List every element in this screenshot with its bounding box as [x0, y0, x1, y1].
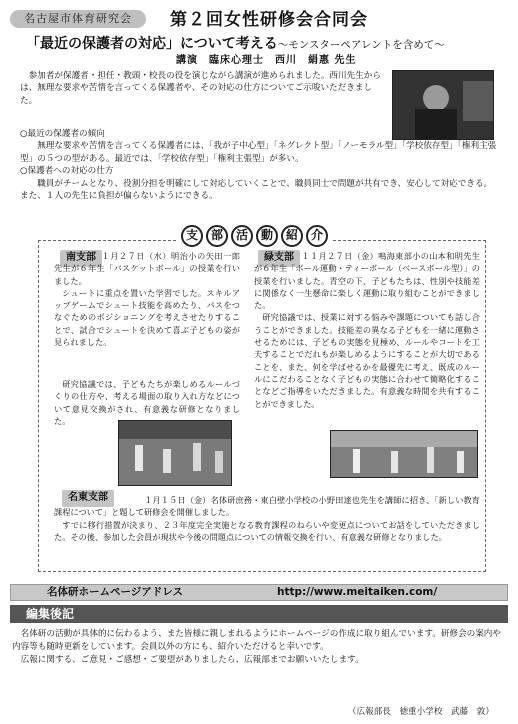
intro-paragraph — [20, 70, 388, 107]
branch-activity-title — [178, 225, 331, 247]
postscript-contact: 広報に関する、ご意見・ご感想・ご要望がありましたら、広報部までお願いいたします。 — [20, 654, 364, 665]
homepage-url[interactable]: http://www.meitaiken.com/ — [277, 585, 438, 598]
green-lead: １１月２７日（金）鳴海東部小の山本和明先生が６年生「ボール運動・ティーボール（ベースボール型）」の授業を行いました。青空の下、子どもたちは、性別や技能差に関係なく一生懸命に楽しく運動に取り組むことができました。 — [254, 251, 480, 311]
title-char: 紹 — [281, 225, 303, 247]
meito-branch-text — [54, 494, 480, 543]
postscript-paragraph: 名体研の活動が具体的に伝わるよう、また皆様に親しまれるようにホームページの作成に取り組んでいます。研修会の案内や内容等も随時更新をしています。会員以外の方にも、紹介いただけると幸いです。 — [12, 629, 501, 652]
intro-text: 参加者が保護者・担任・教頭・校長の役を演じながら講演が進められました。西川先生からは、無理な要求や苦情を言ってくる保護者や、その対応の仕方についてご示唆いただきました。 — [20, 71, 381, 106]
title-char: 活 — [231, 225, 253, 247]
homepage-address-bar — [10, 584, 508, 601]
headline-main: 「最近の保護者の対応」について考える — [26, 36, 278, 52]
south-class-photo — [118, 420, 232, 486]
title-char: 部 — [206, 225, 228, 247]
south-lead: １月２７日（水）明治小の矢田一郎先生が６年生「バスケットボール」の授業を行いました。 — [54, 251, 240, 286]
meeting-title: 第２回女性研修会合同会 — [170, 10, 368, 30]
green-paragraph: 研究協議では、授業に対する悩みや課題についても話し合うことができました。技能差の異なる子どもを一緒に運動させるためには、子どもの実態を見極め、ルールやコートを工夫することでだれもが楽しめるようにすることが大切であることを、また、何を学ばせるかを最優先に考え、既成のルールにこだわることなく子どもの実態に合わせて簡略化することなどご指導をいただきました。有意義な時間を共有することができました。 — [254, 312, 480, 409]
south-branch-text — [54, 250, 240, 348]
trend-text: 無理な要求や苦情を言ってくる保護者には、「我が子中心型」「ネグレクト型」「ノーモラル型」「学校依存型」「権利主張型」の５つの型がある。最近では、「学校依存型」「権利主張型」が多い。 — [20, 141, 497, 164]
south-branch-tag: 南支部 — [60, 250, 102, 267]
postscript-body — [12, 628, 508, 667]
title-char: 介 — [306, 225, 328, 247]
speaker-line: 講演 臨床心理士 西川 絹惠 先生 — [176, 55, 357, 66]
postscript-heading: 編集後記 — [10, 605, 508, 623]
meito-lead: １月１５日（金）名体研庶務・東白壁小学校の小野田達也先生を講師に招き、「新しい教育課程について」と題して研修会を開催しました。 — [54, 495, 480, 518]
meito-branch-tag: 名東支部 — [62, 490, 114, 507]
lecture-notes — [20, 128, 498, 203]
green-branch-text — [254, 250, 480, 410]
green-class-photo — [330, 430, 478, 478]
response-heading: ○保護者への対応の仕方 — [20, 166, 114, 177]
response-text: 職員がチームとなり、役割分担を明確にして対応していくことで、職員同士で問題が共有でき、安心して対応できる。また、１人の先生に負担が偏らないようにできる。 — [20, 178, 493, 202]
title-char: 支 — [181, 225, 203, 247]
trend-heading: ○最近の保護者の傾向 — [20, 129, 105, 139]
south-paragraph: シュートに重点を置いた学習でした。スキルアップゲームでシュート技能を高めたり、パスをつなぐためのポジショニングを考えさせたりすることで、試合でシュートを決めて喜ぶ子どもの姿が見られました。 — [54, 287, 240, 348]
homepage-label: 名体研ホームページアドレス — [47, 585, 183, 598]
editor-signature: （広報部長 徳重小学校 武藤 敦） — [347, 707, 494, 717]
lecture-headline — [26, 34, 445, 54]
org-name-banner — [10, 10, 146, 28]
south-discussion-text: 研究協議では、子どもたちが楽しめるルールづくりの仕方や、考える場面の取り入れ方などについて意見交換がされ、有意義な研修となりました。 — [54, 379, 240, 426]
green-branch-tag: 緑支部 — [258, 250, 300, 267]
headline-subtitle: 〜モンスターペアレントを含めて〜 — [277, 39, 445, 51]
title-char: 動 — [256, 225, 278, 247]
meito-paragraph: すでに移行措置が決まり、２３年度完全実施となる教育課程のねらいや変更点についてお話をしていただきました。その後、参加した会員が現状や今後の問題点についての情報交換を行い、有意義な研修となりました。 — [54, 519, 480, 542]
org-name: 名古屋市体育研究会 — [24, 12, 132, 26]
